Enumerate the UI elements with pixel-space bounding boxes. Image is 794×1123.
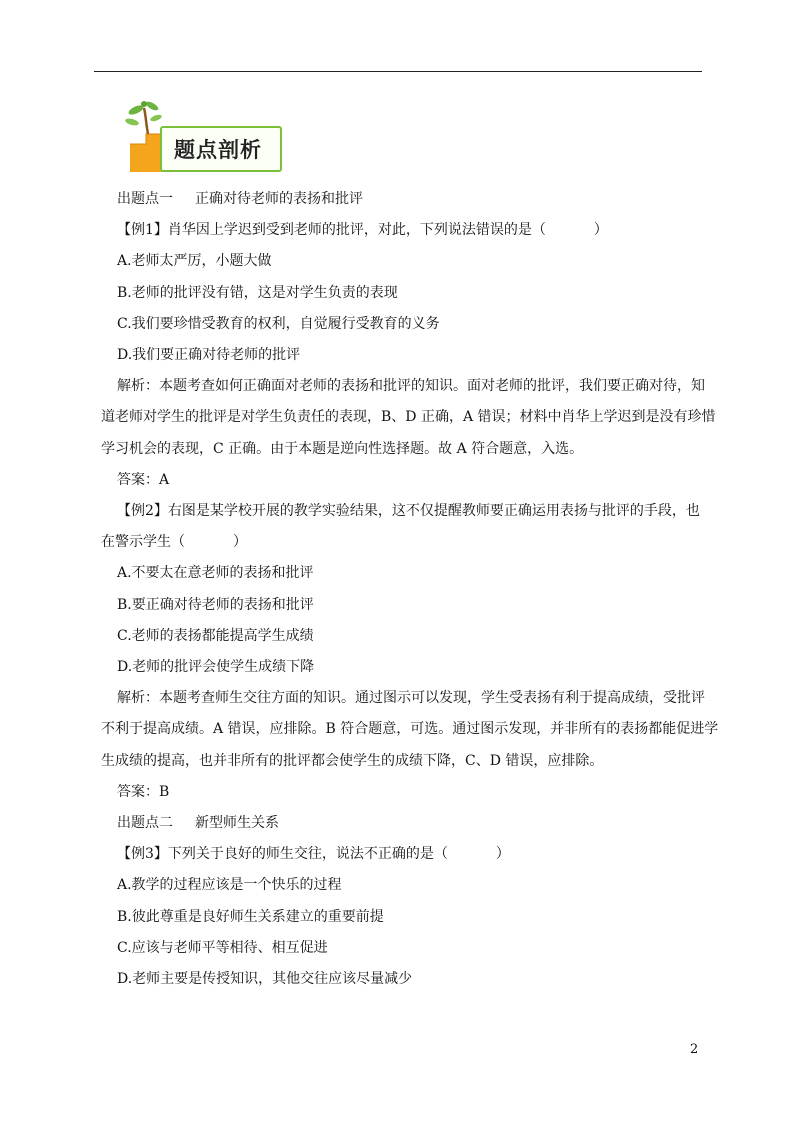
example-3-option-d: D.老师主要是传授知识，其他交往应该尽量减少: [117, 971, 413, 988]
example-1-question: 【例1】肖华因上学迟到受到老师的批评，对此，下列说法错误的是（ ）: [117, 222, 608, 239]
example-2-option-a: A.不要太在意老师的表扬和批评: [117, 565, 314, 582]
example-2-analysis-2: 不利于提高成绩。A 错误，应排除。B 符合题意，可选。通过图示发现，并非所有的表扬都能促进学: [101, 721, 719, 738]
document-body: [101, 184, 719, 995]
example-1-analysis-1: 解析：本题考查如何正确面对老师的表扬和批评的知识。面对老师的批评，我们要正确对待，知: [117, 378, 705, 395]
example-3-option-c: C.应该与老师平等相待、相互促进: [117, 939, 328, 956]
example-2-answer: 答案：B: [117, 783, 170, 800]
example-1-analysis-3: 学习机会的表现，C 正确。由于本题是逆向性选择题。故 A 符合题意，入选。: [101, 440, 584, 457]
example-3-question: 【例3】下列关于良好的师生交往，说法不正确的是（ ）: [117, 846, 510, 863]
example-3-option-a: A.教学的过程应该是一个快乐的过程: [117, 877, 342, 894]
page-number: 2: [690, 1042, 699, 1057]
example-2-question-2: 在警示学生（ ）: [101, 534, 247, 551]
example-2-question-1: 【例2】右图是某学校开展的教学实验结果，这不仅提醒教师要正确运用表扬与批评的手段，也: [117, 503, 700, 520]
point-heading-1: 出题点一 正确对待老师的表扬和批评: [117, 191, 363, 207]
header-rule: [94, 71, 702, 72]
example-2-option-d: D.老师的批评会使学生成绩下降: [117, 659, 315, 676]
example-1-option-a: A.老师太严厉，小题大做: [117, 253, 272, 270]
section-banner: [124, 100, 284, 176]
example-1-option-d: D.我们要正确对待老师的批评: [117, 347, 301, 364]
example-1-option-c: C.我们要珍惜受教育的权利，自觉履行受教育的义务: [117, 315, 440, 332]
example-1-option-b: B.老师的批评没有错，这是对学生负责的表现: [117, 284, 398, 301]
example-3-option-b: B.彼此尊重是良好师生关系建立的重要前提: [117, 908, 384, 925]
point-heading-2: 出题点二 新型师生关系: [117, 815, 279, 832]
example-2-option-c: C.老师的表扬都能提高学生成绩: [117, 627, 314, 644]
example-2-analysis-3: 生成绩的提高，也并非所有的批评都会使学生的成绩下降，C、D 错误，应排除。: [101, 752, 604, 769]
example-2-option-b: B.要正确对待老师的表扬和批评: [117, 596, 314, 613]
example-1-analysis-2: 道老师对学生的批评是对学生负责任的表现，B、D 正确，A 错误；材料中肖华上学迟到是没有珍惜: [101, 409, 716, 426]
banner-title: 题点剖析: [174, 138, 262, 162]
example-2-analysis-1: 解析：本题考查师生交往方面的知识。通过图示可以发现，学生受表扬有利于提高成绩，受批评: [117, 690, 705, 707]
example-1-answer: 答案：A: [117, 471, 170, 488]
